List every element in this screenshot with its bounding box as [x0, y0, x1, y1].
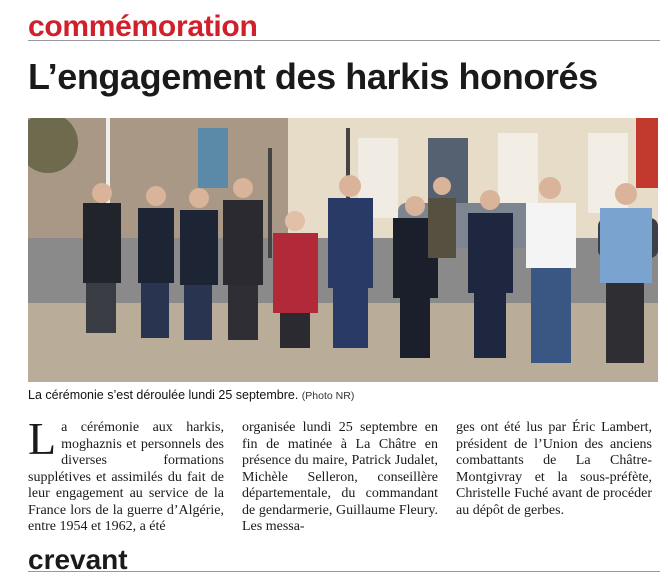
drop-cap: L — [28, 413, 57, 464]
caption-text: La cérémonie s’est déroulée lundi 25 septembre. — [28, 388, 299, 402]
ceremony-photo — [28, 118, 658, 382]
article-column-3: ges ont été lus par Éric Lambert, président de l’Union des anciens combattants de La Châtre-Montgivray et la sous-préfète, Christelle Fuché avant de procéder au dépôt de gerbes. — [456, 420, 652, 518]
headline: L’engagement des harkis honorés — [28, 56, 598, 97]
section-title: commémoration — [28, 10, 258, 43]
bottom-rule — [28, 571, 660, 572]
column-1-text: a cérémonie aux harkis, moghaznis et personnels des diverses formations supplétives et assimilés du fait de leur engagement au service de la France lors de la guerre d’Algérie, entre 1954 et 1962, a été — [28, 420, 224, 534]
next-section-title: crevant — [28, 544, 128, 575]
photo-credit: (Photo NR) — [301, 390, 355, 402]
section-rule — [28, 40, 660, 41]
article-column-2: organisée lundi 25 septembre en fin de matinée à La Châtre en présence du maire, Patrick Judalet, Michèle Selleron, conseillère départementale, du commandant de gendarmerie, Guillaume Fleury. Les messa- — [242, 420, 438, 534]
article-column-1 — [28, 413, 224, 536]
photo-caption — [28, 388, 354, 402]
